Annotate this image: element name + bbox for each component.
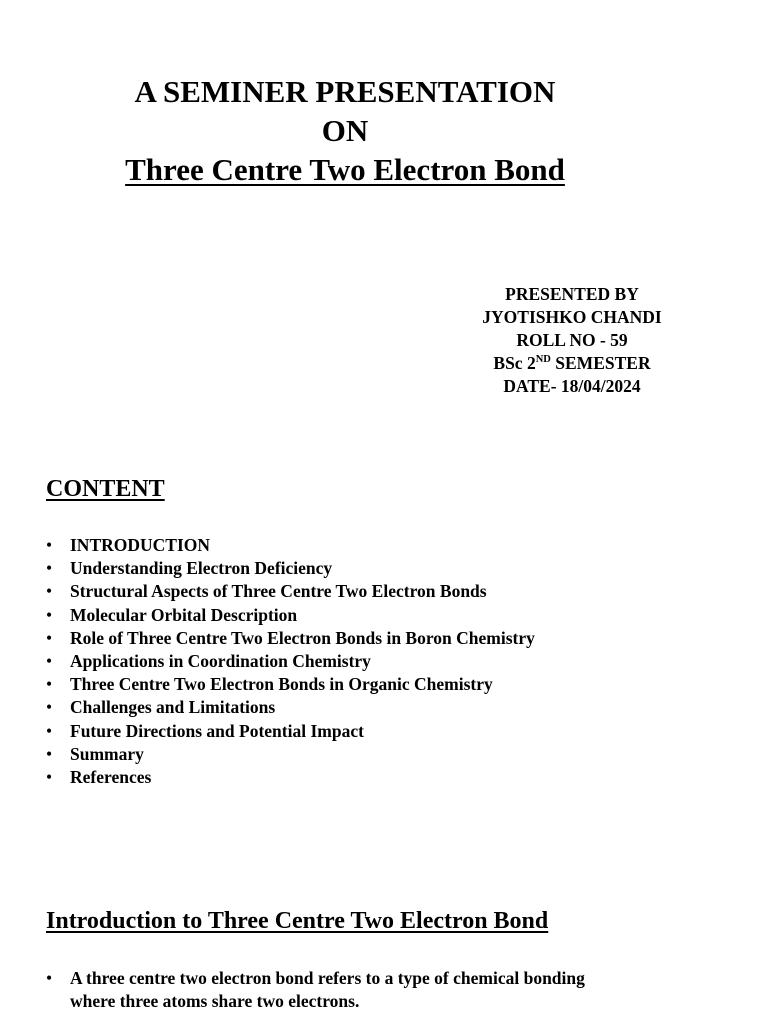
bullet-icon: •: [46, 968, 53, 988]
course-superscript: ND: [535, 354, 551, 365]
list-item: [46, 696, 535, 719]
list-item: [46, 967, 590, 1013]
title-topic: Three Centre Two Electron Bond: [125, 152, 565, 187]
list-item: [46, 650, 535, 673]
list-item: [46, 720, 535, 743]
introduction-list: [46, 967, 590, 1013]
bullet-icon: •: [46, 651, 53, 672]
bullet-icon: •: [46, 581, 53, 602]
title-block: [0, 72, 690, 189]
bullet-icon: •: [46, 674, 53, 695]
list-item-text: Challenges and Limitations: [70, 697, 276, 718]
presented-by-label: PRESENTED BY: [505, 284, 639, 304]
list-item: [46, 766, 535, 789]
list-item: [46, 673, 535, 696]
list-item: [46, 604, 535, 627]
course-semester: [452, 352, 692, 375]
list-item-text: Three Centre Two Electron Bonds in Organic Chemistry: [70, 674, 493, 695]
bullet-icon: •: [46, 627, 53, 648]
bullet-icon: •: [46, 604, 53, 625]
list-item: [46, 743, 535, 766]
list-item: [46, 580, 535, 603]
bullet-icon: •: [46, 697, 53, 718]
list-item-text: Summary: [70, 743, 144, 764]
list-item-text: Role of Three Centre Two Electron Bonds in Boron Chemistry: [70, 627, 535, 648]
list-item-text: Molecular Orbital Description: [70, 604, 298, 625]
title-line-1: A SEMINER PRESENTATION: [134, 74, 556, 109]
list-item: [46, 627, 535, 650]
course-suffix: SEMESTER: [550, 353, 651, 373]
content-list: [46, 534, 535, 789]
list-item-text: References: [70, 767, 152, 788]
course-prefix: BSc 2: [493, 353, 536, 373]
list-item-text: Applications in Coordination Chemistry: [70, 651, 371, 672]
presenter-block: [452, 283, 692, 398]
list-item-text: Understanding Electron Deficiency: [70, 558, 333, 579]
list-item-text: INTRODUCTION: [70, 535, 211, 555]
list-item: [46, 534, 535, 557]
list-item-text: Future Directions and Potential Impact: [70, 720, 364, 741]
bullet-icon: •: [46, 558, 53, 579]
presenter-name: JYOTISHKO CHANDI: [482, 307, 662, 327]
title-line-2: ON: [321, 113, 369, 148]
bullet-icon: •: [46, 720, 53, 741]
roll-number: ROLL NO - 59: [516, 330, 628, 350]
bullet-icon: •: [46, 767, 53, 788]
presentation-date: DATE- 18/04/2024: [503, 376, 641, 396]
list-item-text: Structural Aspects of Three Centre Two Electron Bonds: [70, 581, 487, 602]
list-item: [46, 557, 535, 580]
content-heading: CONTENT: [46, 476, 165, 502]
bullet-icon: •: [46, 535, 53, 555]
bullet-icon: •: [46, 743, 53, 764]
introduction-heading: Introduction to Three Centre Two Electron Bond: [46, 908, 549, 934]
list-item-text: A three centre two electron bond refers to a type of chemical bonding where three atoms share two electrons.: [70, 968, 585, 1012]
